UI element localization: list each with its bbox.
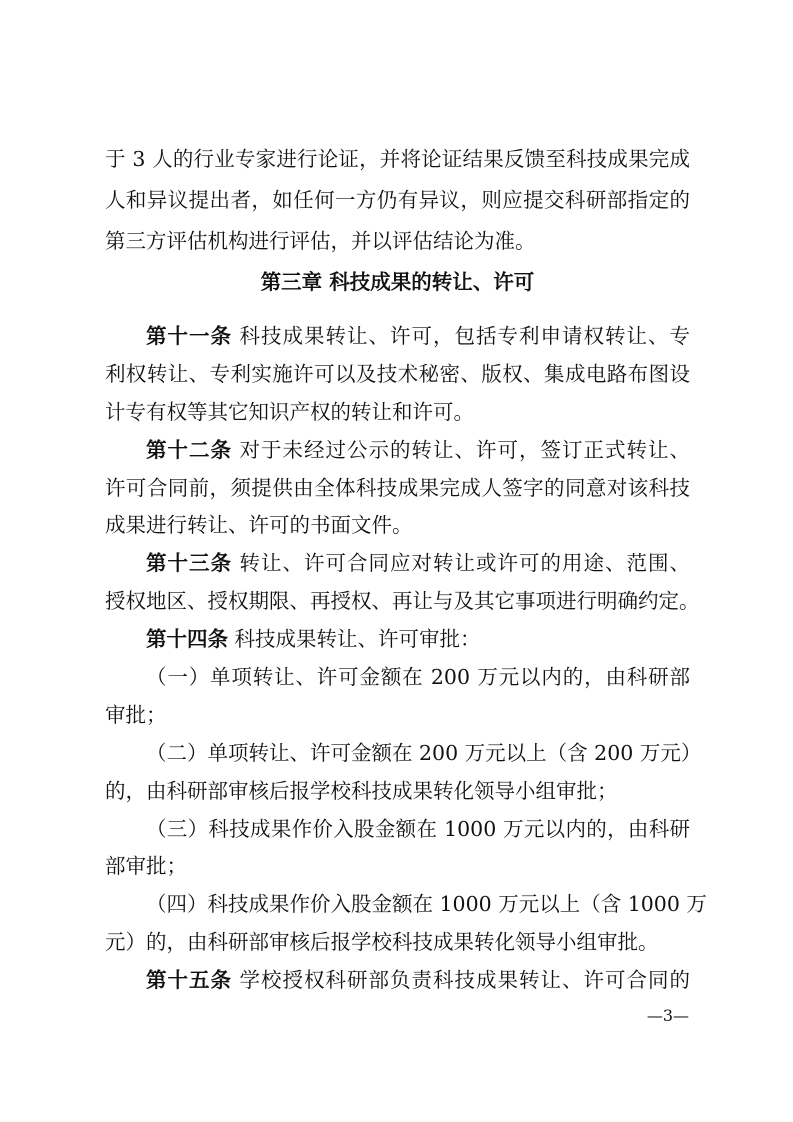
list-item-2-line: （二）单项转让、许可金额在 200 万元以上（含 200 万元） xyxy=(146,740,702,765)
paragraph-line: 于 3 人的行业专家进行论证，并将论证结果反馈至科技成果完成 xyxy=(105,147,690,171)
article-text: 科技成果转让、许可审批： xyxy=(234,627,481,652)
list-item-1-line: （一）单项转让、许可金额在 200 万元以内的，由科研部 xyxy=(146,664,690,689)
article-label: 第十二条 xyxy=(146,437,232,462)
paragraph-line: 人和异议提出者，如任何一方仍有异议，则应提交科研部指定的 xyxy=(105,188,690,212)
list-item-1-line: 审批； xyxy=(105,702,167,727)
article-12-first-line xyxy=(146,432,690,468)
chapter-title: 第三章 科技成果的转让、许可 xyxy=(260,270,535,294)
article-15-first-line xyxy=(146,962,690,998)
list-item-3-line: （三）科技成果作价入股金额在 1000 万元以内的，由科研 xyxy=(146,816,690,841)
paragraph-line: 计专有权等其它知识产权的转让和许可。 xyxy=(105,399,474,424)
list-item-4-line: （四）科技成果作价入股金额在 1000 万元以上（含 1000 万 xyxy=(146,892,707,917)
article-label: 第十三条 xyxy=(146,551,232,576)
paragraph-line: 许可合同前，须提供由全体科技成果完成人签字的同意对该科技 xyxy=(105,475,690,500)
article-label: 第十五条 xyxy=(146,968,232,992)
article-13-first-line xyxy=(146,545,690,581)
paragraph-line: 授权地区、授权期限、再授权、再让与及其它事项进行明确约定。 xyxy=(105,589,700,614)
article-text: 对于未经过公示的转让、许可，签订正式转让、 xyxy=(239,437,690,462)
list-item-4-line: 元）的，由科研部审核后报学校科技成果转化领导小组审批。 xyxy=(105,930,659,955)
article-11-first-line xyxy=(146,318,690,354)
paragraph-line: 利权转让、专利实施许可以及技术秘密、版权、集成电路布图设 xyxy=(105,361,690,386)
article-label: 第十四条 xyxy=(146,627,228,652)
article-label: 第十一条 xyxy=(146,324,232,348)
list-item-2-line: 的，由科研部审核后报学校科技成果转化领导小组审批； xyxy=(105,778,618,803)
paragraph-line: 成果进行转让、许可的书面文件。 xyxy=(105,513,413,538)
article-14-first-line xyxy=(146,621,690,657)
paragraph-line: 第三方评估机构进行评估，并以评估结论为准。 xyxy=(105,229,536,253)
page-number: —3— xyxy=(646,1006,689,1025)
list-item-3-line: 部审批； xyxy=(105,854,187,879)
article-text: 学校授权科研部负责科技成果转让、许可合同的 xyxy=(239,968,690,992)
article-text: 科技成果转让、许可，包括专利申请权转让、专 xyxy=(239,324,690,348)
article-text: 转让、许可合同应对转让或许可的用途、范围、 xyxy=(239,551,690,576)
